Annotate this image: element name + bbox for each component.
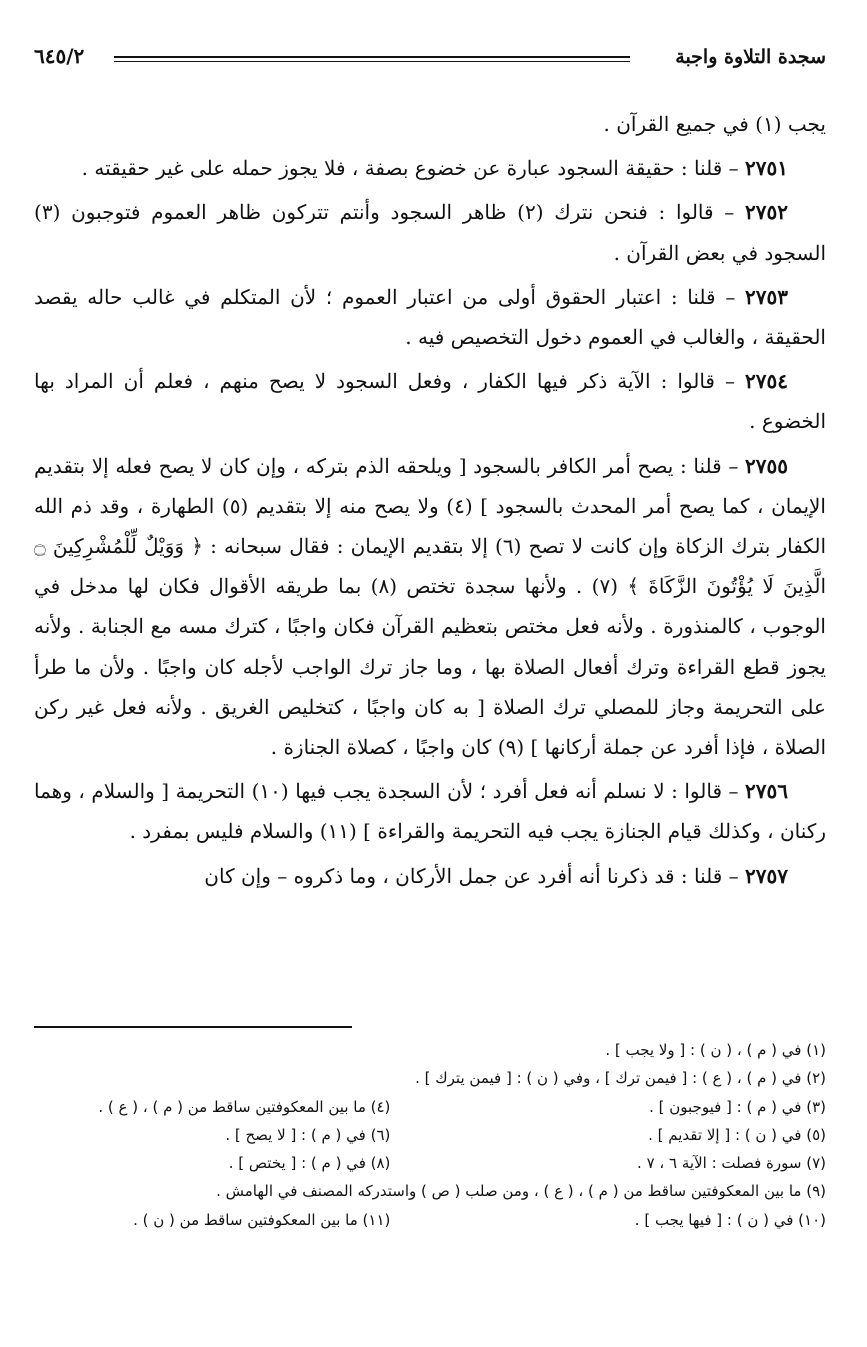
footnotes (34, 1036, 826, 1234)
paragraph-text: – قلنا : حقيقة السجود عبارة عن خضوع بصفة ، فلا يجوز حمله على غير حقيقته . (81, 156, 746, 181)
footnote-row (34, 1064, 826, 1092)
main-text (34, 104, 826, 900)
footnote-8: (٨) في ( م ) : [ يختص ] . (228, 1154, 391, 1173)
footnote-row (34, 1036, 826, 1064)
footnote-row (34, 1177, 826, 1205)
footnote-4: (٤) ما بين المعكوفتين ساقط من ( م ) ، ( ع ) . (98, 1097, 391, 1116)
paragraph-text: – قالوا : فنحن نترك (٢) ظاهر السجود وأنتم تتركون ظاهر العموم فتوجبون (٣) السجود في بعض القرآن . (34, 200, 826, 265)
paragraph-2756 (34, 771, 826, 851)
paragraph-text: – قالوا : لا نسلم أنه فعل أفرد ؛ لأن السجدة يجب فيها (١٠) التحريمة [ والسلام ، وهما ركنان ، وكذلك قيام الجنازة يجب فيه التحريمة والقراءة ] (١١) والسلام فليس بمفرد . (34, 779, 826, 844)
paragraph-number: ٢٧٥٥ (745, 453, 788, 478)
paragraph-number: ٢٧٥٧ (745, 863, 788, 888)
paragraph-number: ٢٧٥٤ (745, 369, 788, 394)
footnote-rule (34, 1026, 352, 1028)
paragraph-2752 (34, 192, 826, 272)
footnote-row (34, 1206, 826, 1234)
footnote-7: (٧) سورة فصلت : الآية ٦ ، ٧ . (637, 1154, 826, 1173)
paragraph-2755 (34, 446, 826, 768)
footnote-6: (٦) في ( م ) : [ لا يصح ] . (225, 1125, 391, 1144)
book-page (34, 34, 826, 1324)
footnote-row (34, 1093, 826, 1121)
paragraph-2753 (34, 277, 826, 357)
page-number: ٦٤٥/٢ (34, 44, 85, 68)
page-header (34, 38, 826, 78)
paragraph-number: ٢٧٥١ (745, 156, 788, 181)
running-title: سجدة التلاوة واجبة (675, 46, 826, 68)
footnote-10: (١٠) في ( ن ) : [ فيها يجب ] . (634, 1210, 826, 1229)
footnote-9: (٩) ما بين المعكوفتين ساقط من ( م ) ، ( ع ) ، ومن صلب ( ص ) واستدركه المصنف في الهامش . (216, 1182, 826, 1201)
paragraph-number: ٢٧٥٣ (745, 284, 788, 309)
paragraph-continuation (34, 104, 826, 144)
footnote-row (34, 1149, 826, 1177)
paragraph-2751 (34, 148, 826, 188)
paragraph-number: ٢٧٥٦ (745, 779, 788, 804)
footnote-3: (٣) في ( م ) : [ فيوجبون ] . (649, 1097, 826, 1116)
paragraph-text: – قلنا : اعتبار الحقوق أولى من اعتبار العموم ؛ لأن المتكلم في غالب حاله يقصد الحقيقة ، والغالب في العموم دخول التخصيص فيه . (34, 284, 826, 350)
footnote-1: (١) في ( م ) ، ( ن ) : [ ولا يجب ] . (605, 1041, 826, 1059)
paragraph-text: – قلنا : قد ذكرنا أنه أفرد عن جمل الأركان ، وما ذكروه – وإن كان (204, 863, 746, 888)
paragraph-2754 (34, 361, 826, 441)
paragraph-text: – قلنا : يصح أمر الكافر بالسجود [ ويلحقه الذم بتركه ، وإن كان لا يصح فعله إلا بتقديم الإيمان ، كما يصح أمر المحدث بالسجود ] (٤) ولا يصح منه إلا بتقديم (٥) الطهارة ، وقد ذم الله الكفار بترك الزكاة وإن كانت لا تصح (٦) إلا بتقديم الإيمان : فقال سبحانه : ﴿ وَوَيْلٌ لِّلْمُشْرِكِينَ ۝ الَّذِينَ لَا يُؤْتُونَ الزَّكَاةَ ﴾ (٧) . ولأنها سجدة تختص (٨) بما طريقه الأقوال فكان لها مدخل في الوجوب ، كالمنذورة . ولأنه فعل مختص بتعظيم القرآن فكان واجبًا ، كترك مسه مع الجنابة . ولأنه يجوز قطع القراءة وترك أفعال الصلاة بها ، وما جاز ترك الواجب لأجله كان واجبًا . ولأن ما طرأ على التحريمة وجاز للمصلي ترك الصلاة [ به كان واجبًا ، كتخليص الغريق . ولأنه فعل غير ركن الصلاة ، فإذا أفرد عن جملة أركانها ] (٩) كان واجبًا ، كصلاة الجنازة . (34, 453, 827, 760)
footnote-2: (٢) في ( م ) ، ( ع ) : [ فيمن ترك ] ، وفي ( ن ) : [ فيمن يترك ] . (415, 1069, 826, 1088)
footnote-11: (١١) ما بين المعكوفتين ساقط من ( ن ) . (133, 1210, 391, 1229)
header-rule (114, 56, 630, 62)
paragraph-text: يجب (١) في جميع القرآن . (603, 112, 826, 136)
paragraph-2757 (34, 856, 826, 896)
paragraph-number: ٢٧٥٢ (745, 200, 788, 225)
footnote-row (34, 1121, 826, 1149)
footnote-5: (٥) في ( ن ) : [ إلا تقديم ] . (648, 1125, 826, 1144)
paragraph-text: – قالوا : الآية ذكر فيها الكفار ، وفعل السجود لا يصح منهم ، فعلم أن المراد بها الخضوع . (34, 369, 826, 434)
